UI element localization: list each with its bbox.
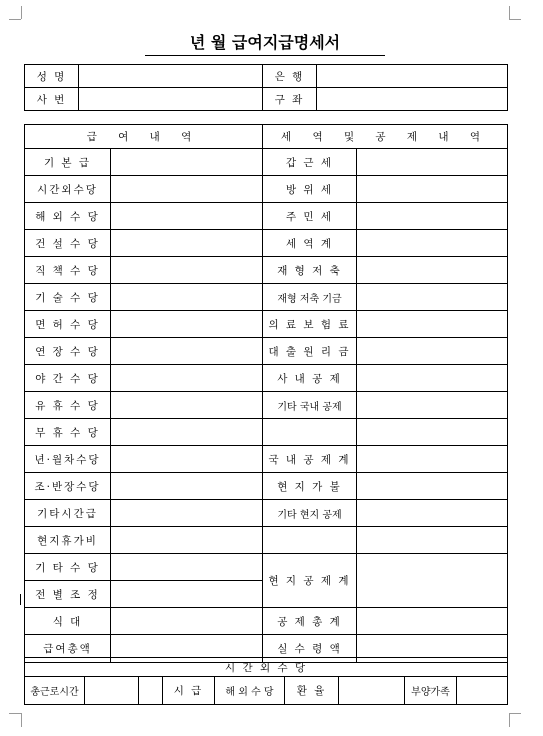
net-pay-label: 실 수 령 액 [263,635,357,663]
pay-item-label: 시간외수당 [25,176,111,203]
pay-item-label: 조·반장수당 [25,473,111,500]
overseas-allowance-label: 해 외 수 당 [215,677,285,705]
exchange-rate-field[interactable] [339,677,405,705]
deduction-item-value[interactable] [357,527,508,554]
pay-item-label: 기 타 수 당 [25,554,111,581]
deduction-item-label: 사 내 공 제 [263,365,357,392]
overtime-table [24,657,508,705]
exchange-rate-label: 환 율 [285,677,339,705]
total-hours-field[interactable] [85,677,139,705]
deduction-item-label[interactable] [263,527,357,554]
crop-mark-bottom-right [509,713,510,727]
pay-item-label: 전 별 조 정 [25,581,111,608]
text-cursor [20,594,21,605]
total-hours-label: 총근로시간 [25,677,85,705]
crop-mark-bottom-right [509,713,521,714]
bank-field[interactable] [317,65,508,88]
crop-mark-top-left [9,19,21,20]
pay-item-value[interactable] [111,419,263,446]
pay-statement-table [24,124,508,663]
crop-mark-top-right [509,6,510,19]
pay-item-label: 기 본 급 [25,149,111,176]
dependents-field[interactable] [457,677,508,705]
pay-item-value[interactable] [111,176,263,203]
pay-item-value[interactable] [111,473,263,500]
deduction-item-label: 국 내 공 제 계 [263,446,357,473]
pay-item-label: 직 책 수 당 [25,257,111,284]
deduction-item-value[interactable] [357,365,508,392]
employee-number-label: 사 번 [25,88,79,111]
deduction-item-value[interactable] [357,311,508,338]
pay-item-value[interactable] [111,203,263,230]
deduction-item-value[interactable] [357,608,508,635]
pay-item-value[interactable] [111,338,263,365]
pay-item-label: 기 술 수 당 [25,284,111,311]
name-field[interactable] [79,65,263,88]
deduction-item-label: 현 지 공 제 계 [263,554,357,608]
deduction-item-value[interactable] [357,230,508,257]
deduction-item-value[interactable] [357,446,508,473]
deduction-item-label: 재 형 저 축 [263,257,357,284]
deduction-item-value[interactable] [357,338,508,365]
deduction-item-value[interactable] [357,500,508,527]
pay-item-label: 현지휴가비 [25,527,111,554]
pay-details-header: 급 여 내 역 [25,125,263,149]
spacer-cell [139,677,163,705]
pay-item-label: 야 간 수 당 [25,365,111,392]
pay-item-value[interactable] [111,284,263,311]
pay-item-value[interactable] [111,527,263,554]
pay-item-label: 년·월차수당 [25,446,111,473]
deduction-item-label[interactable] [263,419,357,446]
deduction-item-label: 의 료 보 험 료 [263,311,357,338]
bank-label: 은 행 [263,65,317,88]
deduction-item-label: 현 지 가 불 [263,473,357,500]
crop-mark-top-left [21,6,22,19]
deduction-item-value[interactable] [357,203,508,230]
dependents-label: 부양가족 [405,677,457,705]
deduction-item-label: 기타 현지 공제 [263,500,357,527]
overtime-header: 시 간 외 수 당 [25,658,508,677]
deduction-item-label: 주 민 세 [263,203,357,230]
pay-item-value[interactable] [111,149,263,176]
account-field[interactable] [317,88,508,111]
name-label: 성 명 [25,65,79,88]
deduction-item-value[interactable] [357,554,508,608]
pay-item-label: 기타시간급 [25,500,111,527]
deduction-item-label: 방 위 세 [263,176,357,203]
pay-item-label: 유 휴 수 당 [25,392,111,419]
pay-item-value[interactable] [111,230,263,257]
crop-mark-bottom-left [21,713,22,727]
pay-item-value[interactable] [111,500,263,527]
pay-item-label: 무 휴 수 당 [25,419,111,446]
pay-item-value[interactable] [111,581,263,608]
deduction-item-value[interactable] [357,419,508,446]
crop-mark-bottom-left [9,713,21,714]
pay-item-label: 해 외 수 당 [25,203,111,230]
pay-item-label: 면 허 수 당 [25,311,111,338]
pay-item-label: 식 대 [25,608,111,635]
deduction-item-value[interactable] [357,257,508,284]
deduction-item-value[interactable] [357,149,508,176]
pay-total-label: 급여총액 [25,635,111,663]
deduction-item-value[interactable] [357,176,508,203]
deduction-item-value[interactable] [357,284,508,311]
deduction-item-label: 대 출 원 리 금 [263,338,357,365]
deduction-item-label: 기타 국내 공제 [263,392,357,419]
hourly-wage-label: 시 급 [163,677,215,705]
pay-item-value[interactable] [111,365,263,392]
pay-item-value[interactable] [111,608,263,635]
document-title: 년 월 급여지급명세서 [145,33,385,56]
employee-info-table [24,64,508,111]
pay-item-label: 연 장 수 당 [25,338,111,365]
employee-number-field[interactable] [79,88,263,111]
pay-item-value[interactable] [111,392,263,419]
pay-item-value[interactable] [111,446,263,473]
deduction-item-value[interactable] [357,473,508,500]
deduction-details-header: 세 역 및 공 제 내 역 [263,125,508,149]
pay-item-value[interactable] [111,554,263,581]
deduction-item-value[interactable] [357,392,508,419]
deduction-item-label: 갑 근 세 [263,149,357,176]
pay-item-value[interactable] [111,311,263,338]
account-label: 구 좌 [263,88,317,111]
deduction-item-label: 공 제 총 계 [263,608,357,635]
pay-item-label: 건 설 수 당 [25,230,111,257]
deduction-item-label: 세 역 계 [263,230,357,257]
pay-item-value[interactable] [111,257,263,284]
crop-mark-top-right [509,19,521,20]
deduction-item-label: 재형 저축 기금 [263,284,357,311]
